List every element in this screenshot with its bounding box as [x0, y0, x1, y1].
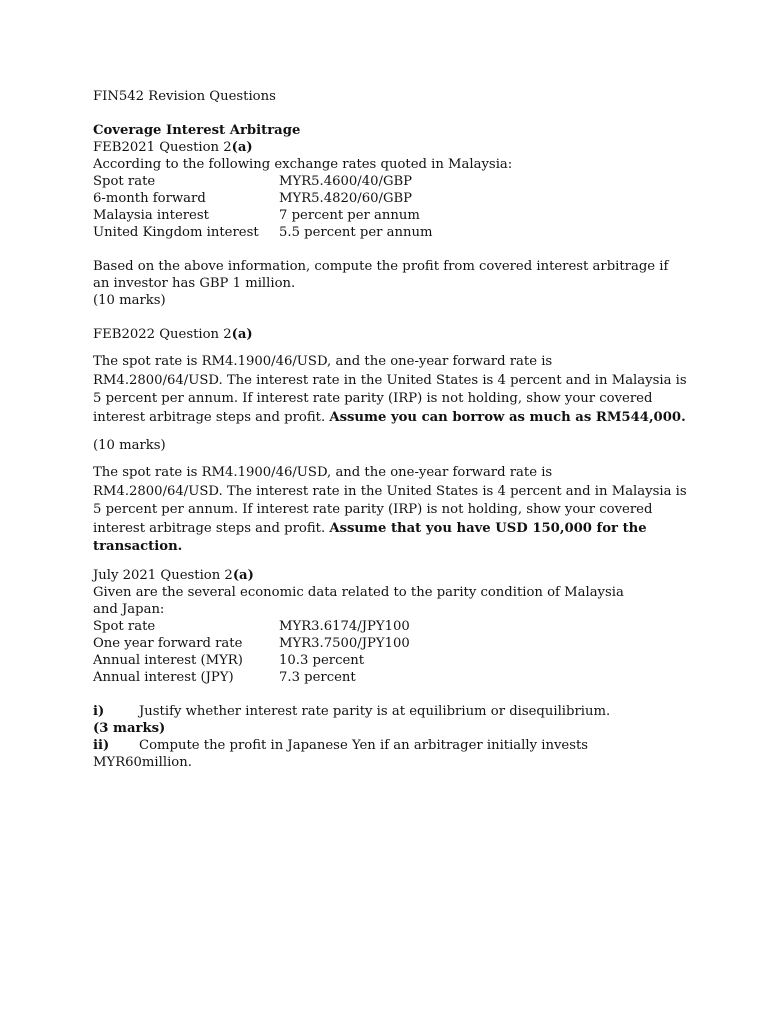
q3-item1-marks: (3 marks)	[93, 720, 166, 736]
data-value: MYR3.6174/JPY100	[279, 618, 410, 634]
q3-intro-line: and Japan:	[93, 601, 165, 617]
q2-label-text: FEB2022 Question 2	[93, 327, 232, 342]
q1-intro: According to the following exchange rates quoted in Malaysia:	[93, 157, 513, 172]
q1-label-part: (a)	[231, 140, 253, 155]
q2-p2-text: interest arbitrage steps and profit.	[93, 520, 330, 536]
q2-marks: (10 marks)	[93, 438, 166, 453]
q1-rate-row	[93, 173, 693, 190]
q1-label	[93, 139, 693, 156]
q2-p2-line: 5 percent per annum. If interest rate parity (IRP) is not holding, show your covered	[93, 502, 653, 517]
data-value: MYR3.7500/JPY100	[279, 635, 410, 651]
q3-intro-line: Given are the several economic data related to the parity condition of Malaysia	[93, 584, 624, 600]
item-text: Compute the profit in Japanese Yen if an arbitrager initially invests	[139, 737, 589, 753]
q3-data-row	[93, 618, 693, 635]
rate-key: Spot rate	[93, 174, 156, 189]
q3-data-row	[93, 669, 693, 686]
data-key: Annual interest (JPY)	[93, 669, 234, 685]
document-title: FIN542 Revision Questions	[93, 89, 276, 104]
q3-label-text: July 2021 Question 2	[93, 567, 233, 583]
rate-value: MYR5.4600/40/GBP	[279, 174, 413, 189]
rate-value: 5.5 percent per annum	[279, 225, 433, 240]
data-key: Annual interest (MYR)	[93, 652, 243, 668]
q2-p2-line: RM4.2800/64/USD. The interest rate in the United States is 4 percent and in Malaysia is	[93, 483, 687, 499]
data-value: 10.3 percent	[279, 652, 365, 668]
q3-label-part: (a)	[232, 567, 254, 583]
q2-p1-line	[93, 409, 693, 428]
item-number: ii)	[93, 737, 110, 753]
q2-p1-line: 5 percent per annum. If interest rate parity (IRP) is not holding, show your covered	[93, 391, 653, 406]
q1-rate-row	[93, 190, 693, 207]
q1-body-line: Based on the above information, compute the profit from covered interest arbitrage if	[93, 259, 669, 274]
rate-key: 6-month forward	[93, 191, 206, 206]
section-heading: Coverage Interest Arbitrage	[93, 123, 301, 138]
q3-item-2	[93, 737, 693, 754]
data-key: Spot rate	[93, 618, 156, 634]
q1-rate-row	[93, 224, 693, 241]
document-page	[93, 88, 693, 771]
q3-item-1	[93, 703, 693, 720]
q2-p2-line: transaction.	[93, 539, 183, 554]
q1-body-line: an investor has GBP 1 million.	[93, 276, 296, 291]
item-number: i)	[93, 703, 105, 719]
q2-p2-line	[93, 520, 693, 539]
data-value: 7.3 percent	[279, 669, 356, 685]
q3-data-row	[93, 635, 693, 652]
q1-label-text: FEB2021 Question 2	[93, 140, 232, 155]
q2-label-part: (a)	[231, 327, 253, 342]
q2-p1-line: RM4.2800/64/USD. The interest rate in the United States is 4 percent and in Malaysia is	[93, 372, 687, 388]
q2-label	[93, 326, 693, 343]
q2-p1-line: The spot rate is RM4.1900/46/USD, and the one-year forward rate is	[93, 354, 553, 369]
rate-value: MYR5.4820/60/GBP	[279, 191, 413, 206]
q2-p1-text: interest arbitrage steps and profit.	[93, 409, 330, 425]
q3-data-row	[93, 652, 693, 669]
q2-p1-emphasis: Assume you can borrow as much as RM544,000.	[329, 409, 686, 425]
q2-p2-line: The spot rate is RM4.1900/46/USD, and the one-year forward rate is	[93, 465, 553, 480]
q1-marks: (10 marks)	[93, 293, 166, 308]
q2-p2-emphasis: Assume that you have USD 150,000 for the	[329, 520, 647, 536]
rate-key: Malaysia interest	[93, 208, 209, 223]
q3-label	[93, 567, 693, 584]
rate-key: United Kingdom interest	[93, 225, 259, 240]
item-text: Justify whether interest rate parity is at equilibrium or disequilibrium.	[139, 703, 611, 719]
q3-item2-continuation: MYR60million.	[93, 754, 192, 770]
data-key: One year forward rate	[93, 635, 243, 651]
rate-value: 7 percent per annum	[279, 208, 420, 223]
q1-rate-row	[93, 207, 693, 224]
